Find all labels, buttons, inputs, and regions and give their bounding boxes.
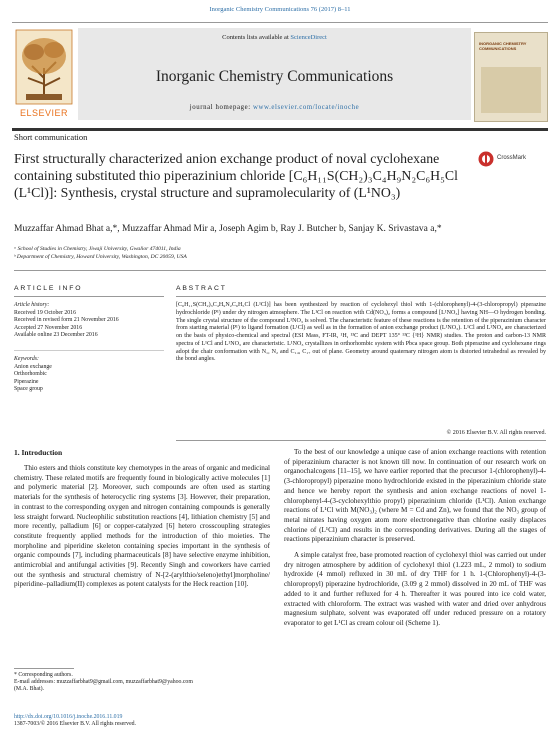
doi-block xyxy=(14,714,314,729)
elsevier-tree-icon xyxy=(14,28,74,120)
homepage-line xyxy=(78,104,471,111)
history-online: Available online 23 December 2016 xyxy=(14,332,98,339)
history-received: Received 19 October 2016 xyxy=(14,309,76,316)
journal-name: Inorganic Chemistry Communications xyxy=(155,68,394,85)
journal-cover-thumbnail[interactable] xyxy=(474,32,548,122)
top-citation[interactable]: Inorganic Chemistry Communications 76 (2017) 8–11 xyxy=(209,6,351,13)
keyword: Space group xyxy=(14,386,43,393)
abstract-text: [C₆H₁₁S(CH₂)₃C₄H₉N₂C₆H₅Cl (L¹Cl)] has been synthesized by reaction of cyclohexyl thiol with 1-(chlorophenyl)-4-(3-chloropropyl) piperazine hydrochloride (P¹) under dry nitrogen atmosphere. The L¹Cl on reaction with Cd(NO₃)₂ forms a compound [L¹NO₃] having NH—O hydrogen bonding. The single crystal structure of the compound L¹NO₃ is solved. The characteristic feature of these reactions is the retention of the piperazinium character from starting material (P¹) to ligand formation (L¹Cl) as well as in the formation of anion exchange product (L¹NO₃). L¹Cl and L¹NO₃ are characterized on the basis of physico-chemical and spectral (ESI Mass, FT-IR, ¹H, ¹³C and DEPT 135° ¹³C {¹H} NMR) studies. The proton and carbon-13 NMR spectra of L¹Cl and L¹NO₃ are characteristic. L¹NO₃ crystallizes in orthorhombic system with Pbca space group. Both piperazine and cyclohexane rings adopt the chair conformation with N₁, N₂ and C₁₄, C₁₇ out of plane. Geometry around quaternary nitrogen atom is distorted tetrahedral as revealed by the bond angles. xyxy=(176,302,546,363)
sciencedirect-link[interactable]: ScienceDirect xyxy=(290,34,327,41)
keyword: Anion exchange xyxy=(14,363,52,370)
footnote-corresponding: * Corresponding authors. xyxy=(14,672,73,678)
journal-header-center xyxy=(78,28,471,120)
footnote-emails[interactable]: E-mail addresses: muzzaffarbhat9@gmail.com, muzzaffarbhat9@yahoo.com xyxy=(14,679,193,686)
publisher-logo-text: ELSEVIER xyxy=(19,108,69,118)
affiliation-a: ᵃ School of Studies in Chemistry, Jiwaji University, Gwalior 474011, India xyxy=(14,246,181,252)
abstract-heading: ABSTRACT xyxy=(176,285,227,292)
footnote-divider xyxy=(14,668,74,669)
footnote xyxy=(14,672,270,694)
elsevier-logo[interactable] xyxy=(14,28,74,120)
divider xyxy=(14,296,164,297)
author-list[interactable]: Muzzaffar Ahmad Bhat a,*, Muzzaffar Ahmad Mir a, Joseph Agim b, Ray J. Butcher b, Sanjay K. Srivastava a,* xyxy=(14,224,442,234)
footnote-initials: (M.A. Bhat). xyxy=(14,686,44,693)
divider xyxy=(14,270,546,271)
cover-image-area xyxy=(481,67,541,113)
intro-paragraph-3: A simple catalyst free, base promoted reaction of cyclohexyl thiol was carried out under dry nitrogen atmosphere by addition of cyclohexyl thiol (1.223 mL, 2 mmol) to sodium hydroxide (4 mmol) refluxed in 30 mL of dry THF for 1 h. 1-(Chlorophenyl)-4-(3-chloropropyl) piperazine hydrochloride, (3.09 g 2 mmol) dissolved in 20 mL of THF was added to it and further refluxed for 4 h. Thereafter it was poured into ice cold water, extracted with chloroform. The extract was washed with water and dried over anhydrous magnesium sulphate, solvent was evaporated off under reduced pressure on a rotatory evaporator to get L¹Cl as cream colour oil (Scheme 1). xyxy=(284,551,546,627)
affiliation-b: ᵇ Department of Chemistry, Howard University, Washington, DC 20059, USA xyxy=(14,254,187,260)
divider xyxy=(176,296,546,297)
cover-title: INORGANIC CHEMISTRY COMMUNICATIONS xyxy=(479,41,527,51)
homepage-link[interactable]: www.elsevier.com/locate/inoche xyxy=(253,104,360,111)
divider xyxy=(14,350,164,351)
body-column-right xyxy=(284,448,546,635)
crossmark-badge[interactable] xyxy=(478,150,548,168)
history-label: Article history: xyxy=(14,302,50,308)
issn-line: 1387-7003/© 2016 Elsevier B.V. All rights reserved. xyxy=(14,721,136,728)
history-revised: Received in revised form 21 November 2016 xyxy=(14,317,119,324)
section-heading-introduction: 1. Introduction xyxy=(14,448,63,457)
keywords xyxy=(14,356,164,394)
article-history xyxy=(14,302,164,340)
keywords-label: Keywords: xyxy=(14,356,39,362)
history-accepted: Accepted 27 November 2016 xyxy=(14,324,83,331)
body-column-left xyxy=(14,464,270,590)
intro-paragraph-1: Thio esters and thiols constitute key chemotypes in the areas of organic and medicinal chemistry. These related motifs are frequently found in biologically active molecules [1] and polymeric material [2]. Moreover, such compounds are often used as starting materials for the synthesis of heterocyclic ring systems [3]. However, their preparation, in contrast to the corresponding oxygen and nitrogen containing compounds is generally less straight forward. Nucleophilic substitution reactions [4], lithiation chemistry [5] and more recently, palladium [6] or copper-catalyzed [6] hetero crosscoupling strategies constitute frequently applied methods for the introduction of thio moieties. The morpholine and piperidine skeleton containing species important in the synthesis of organic compounds [7], including pharmaceuticals [8] have selective enzyme inhibition, antimicrobial and antifungal activities [9]. Recently Singh and coworkers have carried out the synthesis and structural chemistry of N-[2-(arylthio/seleno)ethyl]morpholine/ piperidine–palladium(II) complexes as potent catalysts for the Heck reaction [10]. xyxy=(14,464,270,589)
contents-line xyxy=(78,34,471,41)
doi-link[interactable]: http://dx.doi.org/10.1016/j.inoche.2016.11.019 xyxy=(14,714,123,720)
crossmark-icon xyxy=(478,151,494,167)
homepage-prefix: journal homepage: xyxy=(189,104,253,111)
contents-prefix: Contents lists available at xyxy=(222,34,291,41)
article-title: First structurally characterized anion exchange product of noval cyclohexane containing substituted thio piperazinium chloride [C₆H₁₁S(CH₂)₃C₄H₉N₂C₆H₅Cl (L¹Cl)]: Synthesis, crystal structure and supramolecularity of (L¹NO₃) xyxy=(14,151,458,201)
intro-paragraph-2: To the best of our knowledge a unique case of anion exchange reactions with retention of piperazinium character is not known till now. In continuation of our research work on organochalcogens [11–15], we have earlier reported that the precursor 1-(chlorophenyl)-4-(3-chloropropyl) piperazine mono hydrochloride existed in the piperazinium chloride state and hence we hereby report the synthesis and anion exchange reactions of novel 1-chlorophenyl-4-(3-cyclohexylthio propyl) piperazinium chloride (L¹Cl). Anion exchange reactions of L¹Cl with M(NO₃)₂ (where M = Cd and Zn), we found that the NO₃ group of metal nitrates having oxygen atom more electronegative than chlorine easily displaces chlorine of (L¹Cl) and results in the corresponding derivatives. During all the stages of reactions piperazinium character is preserved. xyxy=(284,448,546,544)
crossmark-label: CrossMark xyxy=(497,155,527,161)
divider xyxy=(176,440,546,441)
article-type: Short communication xyxy=(14,132,88,142)
keyword: Orthorhombic xyxy=(14,371,47,378)
abstract-copyright: © 2016 Elsevier B.V. All rights reserved. xyxy=(446,430,546,436)
article-info-heading: ARTICLE INFO xyxy=(14,285,83,292)
keyword: Piperazine xyxy=(14,378,39,385)
